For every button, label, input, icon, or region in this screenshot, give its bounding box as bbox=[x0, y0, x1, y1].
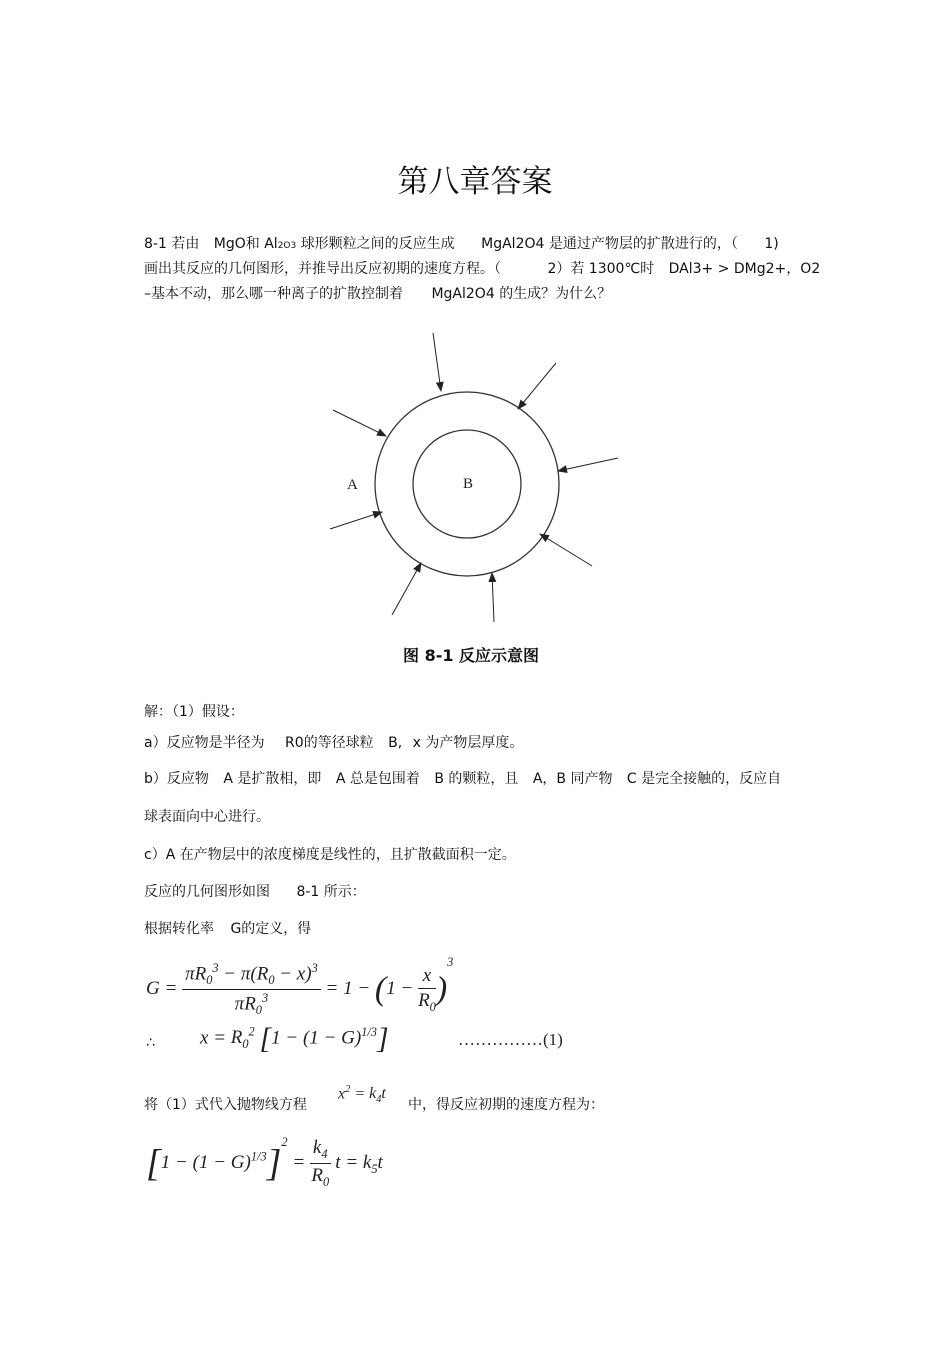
product-formula-2: MgAl2O4 bbox=[431, 286, 495, 302]
arrow-left bbox=[333, 410, 386, 436]
assumption-a-text-1: a）反应物是半径为 bbox=[144, 735, 265, 751]
arrow-lower-right bbox=[540, 534, 592, 566]
assumption-b-cont: 球表面向中心进行。 bbox=[144, 809, 270, 825]
assumption-b-text-2: A 是扩散相，即 bbox=[223, 771, 322, 787]
reaction-diagram bbox=[320, 325, 630, 625]
assumption-b-text-6: C 是完全接触的，反应自 bbox=[626, 771, 782, 787]
assumption-a bbox=[144, 733, 523, 753]
therefore-symbol: ∴ bbox=[146, 1035, 155, 1051]
assumption-c: c）A 在产物层中的浓度梯度是线性的，且扩散截面积一定。 bbox=[144, 847, 516, 863]
arrow-lower-left bbox=[330, 512, 382, 529]
arrow-bottom bbox=[492, 573, 494, 622]
al2o3-subscript: 2O3 bbox=[277, 241, 297, 251]
rate-equation: $[1 - (1 - G)^{1/3}]^2$ = $\frac{k_4}{R_0}$ $t = k_5t$ bbox=[146, 1135, 383, 1189]
conversion-text-1: 根据转化率 bbox=[144, 921, 214, 937]
solution-intro: 解：（1）假设： bbox=[144, 704, 244, 720]
question-line-1 bbox=[144, 234, 779, 256]
question-text-4: 2）若 1300℃时 bbox=[547, 261, 655, 277]
figure-caption: 图 8-1 反应示意图 bbox=[403, 646, 540, 665]
thickness-equation: $x = R_0^2$ $[1 - (1 - G)^{1/3}]$ bbox=[200, 1022, 389, 1055]
substitution-text-2: 中，得反应初期的速度方程为： bbox=[408, 1097, 604, 1113]
oxygen-ion: ，O2 bbox=[786, 261, 821, 277]
diffusion-al: DAl3+ bbox=[668, 261, 714, 277]
conversion-equation: G = $\frac{\pi R_0^3 - \pi(R_0 - x)^3}{\pi R_0^3}$ = 1 − (1 − $\frac{x}{R_0}$ )$^3$ bbox=[146, 955, 454, 1018]
conversion-text-2: G的定义，得 bbox=[230, 921, 312, 937]
arrow-right bbox=[558, 458, 618, 471]
question-text-5: –基本不动，那么哪一种离子的扩散控制着 bbox=[144, 286, 403, 302]
arrow-top bbox=[433, 333, 441, 391]
substitution-text-1: 将（1）式代入抛物线方程 bbox=[144, 1097, 307, 1113]
radius-symbol: R0 bbox=[285, 735, 304, 751]
assumption-b-text-4: B 的颗粒，且 bbox=[434, 771, 519, 787]
diffusion-mg: > DMg2+ bbox=[717, 261, 787, 277]
question-text-6: 的生成？为什么？ bbox=[499, 286, 612, 302]
parabolic-equation: $x^2 = k_4t$ bbox=[338, 1084, 386, 1106]
geometry-text-2: 8-1 所示： bbox=[296, 884, 366, 900]
assumption-b-text-1: b）反应物 bbox=[144, 771, 209, 787]
arrow-bottom-left bbox=[392, 563, 421, 615]
question-text-3: 画出其反应的几何图形，并推导出反应初期的速度方程。（ bbox=[144, 261, 501, 277]
reactant-mgo-al: MgO和 Al bbox=[213, 236, 278, 252]
assumption-a-text-2: 的等径球粒 bbox=[303, 735, 374, 751]
assumption-b-text-3: A 总是包围着 bbox=[335, 771, 420, 787]
geometry-text-1: 反应的几何图形如图 bbox=[144, 884, 270, 900]
product-formula: MgAl2O4 bbox=[481, 236, 545, 252]
question-line-3 bbox=[144, 284, 611, 304]
question-line-2 bbox=[144, 259, 820, 279]
page-title: 第八章答案 bbox=[397, 164, 553, 200]
particle-b: B, bbox=[388, 735, 403, 751]
conversion-definition bbox=[144, 919, 311, 939]
geometry-reference bbox=[144, 882, 366, 902]
equation-tag-1: ……………(1) bbox=[458, 1030, 563, 1049]
assumption-b bbox=[144, 769, 781, 789]
question-number: 8-1 若由 bbox=[144, 236, 200, 252]
label-b: B bbox=[463, 476, 474, 492]
assumption-b-text-5: A，B 同产物 bbox=[532, 771, 613, 787]
question-text-2: 是通过产物层的扩散进行的，（ bbox=[548, 236, 738, 252]
arrow-top-right bbox=[518, 363, 556, 409]
question-text-1: 球形颗粒之间的反应生成 bbox=[300, 236, 455, 252]
label-a: A bbox=[347, 477, 358, 493]
assumption-a-text-3: x 为产物层厚度。 bbox=[412, 735, 524, 751]
part-number-1: 1) bbox=[764, 236, 779, 252]
